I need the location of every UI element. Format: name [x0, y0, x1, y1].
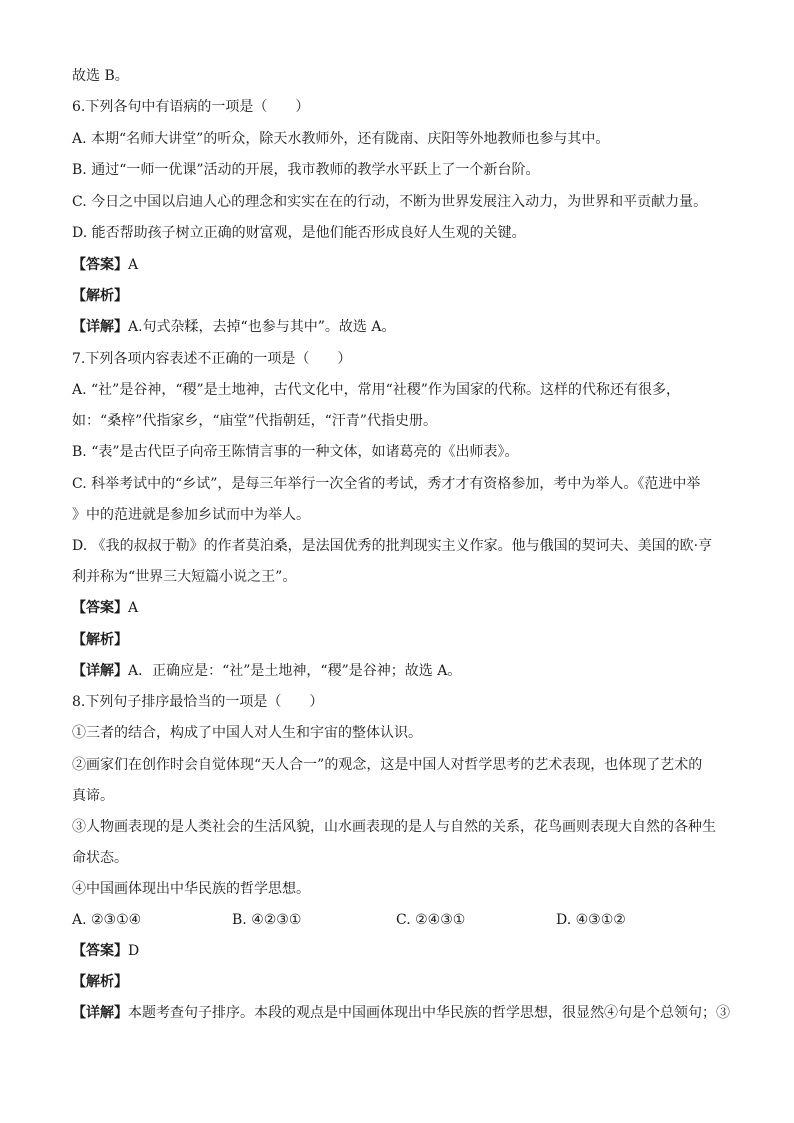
- detail-text: A．正确应是：“社”是土地神，“稷”是谷神；故选 A。: [128, 663, 462, 679]
- detail-row: [72, 318, 395, 336]
- analysis-row: [72, 631, 128, 649]
- answer-row: [72, 599, 138, 617]
- question-8-option-d: D. ④③①②: [556, 912, 626, 928]
- question-6-option-c: C. 今日之中国以启迪人心的理念和实实在在的行动，不断为世界发展注入动力，为世界和平贡献力量。: [72, 194, 708, 210]
- detail-row: [72, 1004, 730, 1022]
- question-7-option-d: D. 《我的叔叔于勒》的作者莫泊桑，是法国优秀的批判现实主义作家。他与俄国的契诃夫、美国的欧·亨: [72, 538, 713, 554]
- analysis-label: 【解析】: [72, 288, 128, 304]
- answer-label: 【答案】: [72, 943, 128, 959]
- question-7-option-d-cont: 利并称为“世界三大短篇小说之王”。: [72, 569, 297, 585]
- text-line: 故选 B。: [72, 68, 129, 84]
- question-8-option-b: B. ④②③①: [232, 912, 302, 928]
- answer-label: 【答案】: [72, 600, 128, 616]
- analysis-label: 【解析】: [72, 632, 128, 648]
- question-8-stem: 8.下列句子排序最恰当的一项是（ ）: [72, 694, 324, 710]
- question-6-option-d: D. 能否帮助孩子树立正确的财富观，是他们能否形成良好人生观的关键。: [72, 225, 526, 241]
- detail-row: [72, 662, 461, 680]
- question-7-option-a-cont: 如：“桑梓”代指家乡，“庙堂”代指朝廷，“汗青”代指史册。: [72, 413, 437, 429]
- analysis-row: [72, 287, 128, 305]
- answer-value: A: [128, 257, 139, 273]
- question-7-option-c: C. 科举考试中的“乡试”，是每三年举行一次全省的考试，秀才才有资格参加，考中为举人。《范进中举: [72, 476, 701, 492]
- question-7-option-b: B. “表”是古代臣子向帝王陈情言事的一种文体，如诸葛亮的《出师表》。: [72, 444, 519, 460]
- question-8-option-c: C. ②④③①: [396, 912, 466, 928]
- analysis-row: [72, 973, 128, 991]
- question-6-option-b: B. 通过“一师一优课”活动的开展，我市教师的教学水平跃上了一个新台阶。: [72, 162, 540, 178]
- detail-label: 【详解】: [72, 319, 128, 335]
- question-8-sentence-1: ①三者的结合，构成了中国人对人生和宇宙的整体认识。: [72, 725, 422, 741]
- detail-text: A.句式杂糅，去掉“也参与其中”。故选 A。: [128, 319, 396, 335]
- question-7-stem: 7.下列各项内容表述不正确的一项是（ ）: [72, 351, 352, 367]
- answer-value: A: [128, 600, 139, 616]
- question-6-option-a: A. 本期“名师大讲堂”的听众，除天水教师外，还有陇南、庆阳等外地教师也参与其中。: [72, 131, 610, 147]
- question-8-sentence-3-cont: 命状态。: [72, 850, 128, 866]
- detail-text: 本题考查句子排序。本段的观点是中国画体现出中华民族的哲学思想，很显然④句是个总领句；③: [128, 1005, 730, 1021]
- answer-label: 【答案】: [72, 257, 128, 273]
- question-8-sentence-3: ③人物画表现的是人类社会的生活风貌，山水画表现的是人与自然的关系，花鸟画则表现大自然的各种生: [72, 819, 716, 835]
- answer-value: D: [128, 943, 140, 959]
- answer-row: [72, 942, 139, 960]
- question-8-sentence-2: ②画家们在创作时会自觉体现“天人合一”的观念，这是中国人对哲学思考的艺术表现，也体现了艺术的: [72, 757, 703, 773]
- answer-row: [72, 256, 138, 274]
- analysis-label: 【解析】: [72, 974, 128, 990]
- question-7-option-a: A. “社”是谷神，“稷”是土地神，古代文化中，常用“社稷”作为国家的代称。这样的代称还有很多，: [72, 382, 680, 398]
- question-8-sentence-2-cont: 真谛。: [72, 788, 114, 804]
- detail-label: 【详解】: [72, 1005, 128, 1021]
- question-6-stem: 6.下列各句中有语病的一项是（ ）: [72, 99, 310, 115]
- question-8-option-a: A. ②③①④: [72, 912, 142, 928]
- detail-label: 【详解】: [72, 663, 128, 679]
- question-8-sentence-4: ④中国画体现出中华民族的哲学思想。: [72, 881, 310, 897]
- question-7-option-c-cont: 》中的范进就是参加乡试而中为举人。: [72, 507, 310, 523]
